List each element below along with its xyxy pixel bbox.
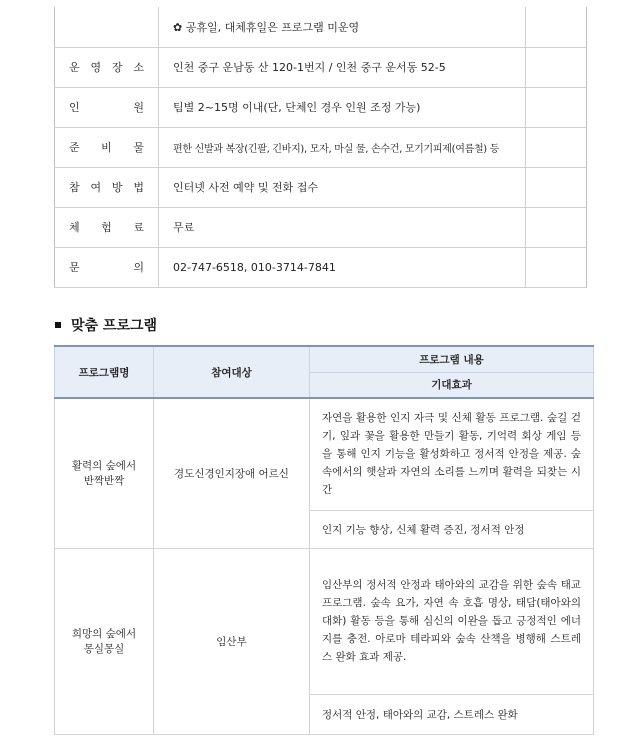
info-table	[54, 7, 587, 288]
program-content: 자연을 활용한 인지 자극 및 신체 활동 프로그램. 숲길 걷기, 잎과 꽃을 활용한 만들기 활동, 기억력 회상 게임 등을 통해 인지 기능을 활성화하고 정서적 안정을 제공. 숲속에서의 햇살과 자연의 소리를 느끼며 활력을 되찾는 시간	[310, 398, 594, 510]
info-value: 팀별 2~15명 이내(단, 단체인 경우 인원 조정 가능)	[159, 87, 526, 127]
info-label: 참 여 방 법	[55, 167, 159, 207]
info-label-empty	[55, 7, 159, 47]
header-effect: 기대효과	[310, 372, 594, 398]
program-effect: 정서적 안정, 태아와의 교감, 스트레스 완화	[310, 694, 594, 734]
program-target: 경도신경인지장애 어르신	[154, 398, 310, 548]
info-label: 운 영 장 소	[55, 47, 159, 87]
program-target: 임산부	[154, 548, 310, 734]
info-row-people	[55, 87, 587, 127]
square-bullet-icon	[55, 322, 61, 328]
info-value: 02-747-6518, 010-3714-7841	[159, 247, 526, 287]
info-value: 인터넷 사전 예약 및 전화 접수	[159, 167, 526, 207]
info-row-location	[55, 47, 587, 87]
program-effect: 인지 기능 향상, 신체 활력 증진, 정서적 안정	[310, 510, 594, 548]
info-row-supplies	[55, 127, 587, 167]
header-name: 프로그램명	[55, 346, 154, 398]
info-row-contact	[55, 247, 587, 287]
program-content: 임산부의 정서적 안정과 태아와의 교감을 위한 숲속 태교 프로그램. 숲속 요가, 자연 속 호흡 명상, 태담(태아와의 대화) 활동 등을 통해 심신의 이완을 돕고 긍정적인 에너지를 충전. 아로마 테라피와 숲속 산책을 병행해 스트레스 완화 효과 제공.	[310, 548, 594, 694]
info-row-method	[55, 167, 587, 207]
section-heading	[55, 315, 157, 335]
info-label: 준 비 물	[55, 127, 159, 167]
info-row-holiday	[55, 7, 587, 47]
info-label: 인 원	[55, 87, 159, 127]
header-content: 프로그램 내용	[310, 346, 594, 372]
section-title: 맞춤 프로그램	[71, 318, 158, 334]
program-row	[55, 548, 594, 694]
info-value: ✿ 공휴일, 대체휴일은 프로그램 미운영	[159, 7, 526, 47]
info-label: 문 의	[55, 247, 159, 287]
info-value: 편한 신발과 복장(긴팔, 긴바지), 모자, 마실 물, 손수건, 모기기피제(여름철) 등	[159, 127, 526, 167]
info-value: 무료	[159, 207, 526, 247]
program-row	[55, 398, 594, 510]
info-row-fee	[55, 207, 587, 247]
header-row	[55, 346, 594, 372]
info-value: 인천 중구 운남동 산 120-1번지 / 인천 중구 운서동 52-5	[159, 47, 526, 87]
program-name: 활력의 숲에서 반짝반짝	[55, 398, 154, 548]
program-table	[54, 345, 594, 735]
info-label: 체 험 료	[55, 207, 159, 247]
header-target: 참여대상	[154, 346, 310, 398]
program-name: 희망의 숲에서 몽실몽실	[55, 548, 154, 734]
